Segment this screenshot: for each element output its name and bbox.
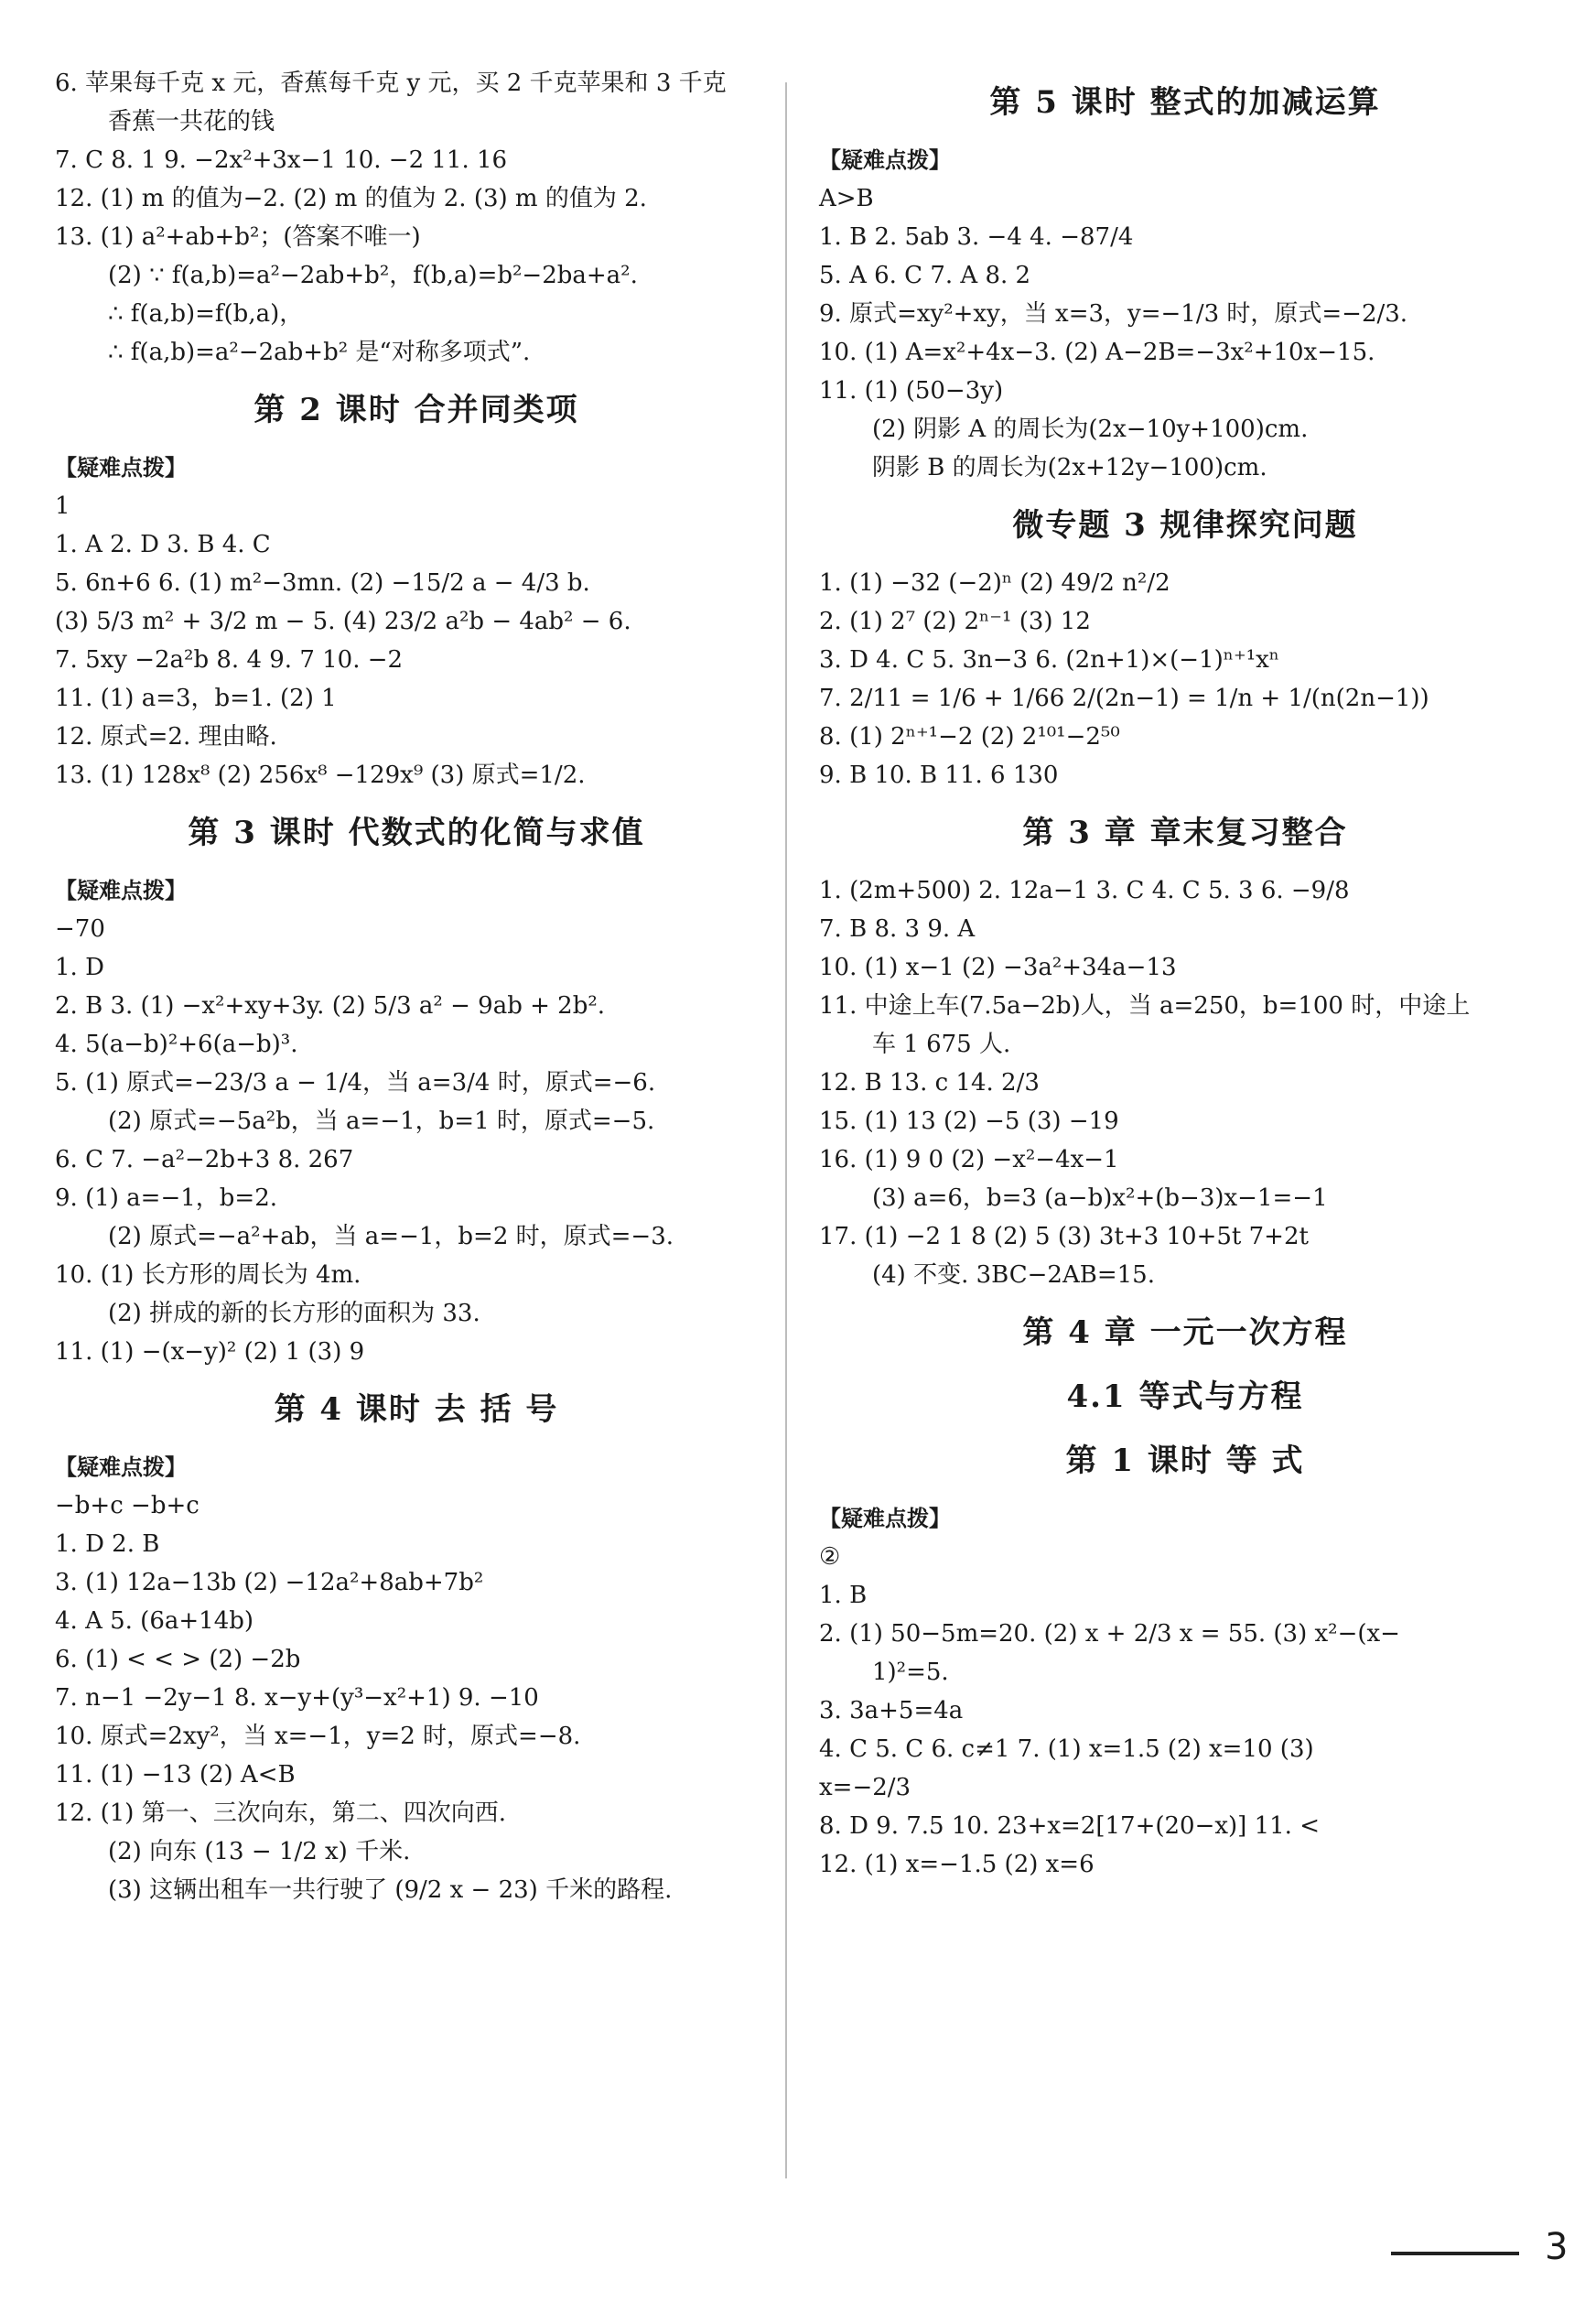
answer-line: 8. D 9. 7.5 10. 23+x=2[17+(20−x)] 11. < <box>819 1812 1320 1840</box>
hint-label: 【疑难点拨】 <box>55 878 187 903</box>
section-heading: 第 4 章 一元一次方程 <box>1022 1314 1348 1351</box>
page-number: 3 <box>1545 2226 1569 2268</box>
answer-line: (3) 5/3 m² + 3/2 m − 5. (4) 23/2 a²b − 4ab² − 6. <box>55 608 631 635</box>
answer-line: 17. (1) −2 1 8 (2) 5 (3) 3t+3 10+5t 7+2t <box>819 1223 1309 1250</box>
answer-line: 1. D 2. B <box>55 1530 160 1558</box>
section-heading: 第 3 课时 代数式的化简与求值 <box>188 815 645 851</box>
answer-line: 1. B <box>819 1582 868 1609</box>
answer-line: 9. 原式=xy²+xy，当 x=3，y=−1/3 时，原式=−2/3. <box>819 300 1408 328</box>
answer-line: 13. (1) a²+ab+b²；(答案不唯一) <box>55 223 421 251</box>
answer-line: 3. 3a+5=4a <box>819 1697 964 1724</box>
section-heading: 第 1 课时 等 式 <box>1065 1443 1305 1479</box>
answer-line: (2) 向东 (13 − 1/2 x) 千米. <box>108 1838 411 1865</box>
answer-line: 11. (1) (50−3y) <box>819 377 1004 405</box>
answer-line: 1. A 2. D 3. B 4. C <box>55 531 271 558</box>
answer-line: 7. n−1 −2y−1 8. x−y+(y³−x²+1) 9. −10 <box>55 1684 539 1712</box>
footer-rule <box>1391 2252 1519 2255</box>
answer-line: 12. (1) 第一、三次向东，第二、四次向西. <box>55 1799 506 1827</box>
answer-line: 6. 苹果每千克 x 元，香蕉每千克 y 元，买 2 千克苹果和 3 千克 <box>55 70 727 97</box>
answer-line: ② <box>819 1543 841 1571</box>
hint-label: 【疑难点拨】 <box>55 1454 187 1480</box>
answer-line: 7. 2/11 = 1/6 + 1/66 2/(2n−1) = 1/n + 1/(n(2n−1)) <box>819 685 1429 712</box>
answer-line: 车 1 675 人. <box>872 1031 1011 1058</box>
section-heading: 第 3 章 章末复习整合 <box>1022 815 1348 851</box>
answer-line: −70 <box>55 915 105 943</box>
answer-line: 6. C 7. −a²−2b+3 8. 267 <box>55 1146 354 1173</box>
answer-line: ∴ f(a,b)=a²−2ab+b² 是“对称多项式”. <box>108 339 531 366</box>
answer-line: 4. C 5. C 6. c≠1 7. (1) x=1.5 (2) x=10 (3) <box>819 1735 1314 1763</box>
section-heading: 第 2 课时 合并同类项 <box>253 392 579 428</box>
answer-line: 11. (1) −(x−y)² (2) 1 (3) 9 <box>55 1338 365 1366</box>
answer-line: 阴影 B 的周长为(2x+12y−100)cm. <box>872 454 1267 481</box>
answer-line: 2. (1) 2⁷ (2) 2ⁿ⁻¹ (3) 12 <box>819 608 1091 635</box>
answer-line: 11. (1) a=3，b=1. (2) 1 <box>55 685 337 712</box>
answer-line: 12. B 13. c 14. 2/3 <box>819 1069 1040 1097</box>
answer-line: 2. (1) 50−5m=20. (2) x + 2/3 x = 55. (3) x²−(x− <box>819 1620 1400 1648</box>
answer-line: 16. (1) 9 0 (2) −x²−4x−1 <box>819 1146 1119 1173</box>
answer-line: 8. (1) 2ⁿ⁺¹−2 (2) 2¹⁰¹−2⁵⁰ <box>819 723 1120 751</box>
answer-line: (2) 原式=−5a²b，当 a=−1，b=1 时，原式=−5. <box>108 1108 655 1135</box>
answer-line: 9. B 10. B 11. 6 130 <box>819 762 1059 789</box>
answer-line: 5. A 6. C 7. A 8. 2 <box>819 262 1031 289</box>
answer-line: 3. (1) 12a−13b (2) −12a²+8ab+7b² <box>55 1569 484 1596</box>
answer-line: 7. C 8. 1 9. −2x²+3x−1 10. −2 11. 16 <box>55 146 508 174</box>
answer-line: 10. (1) x−1 (2) −3a²+34a−13 <box>819 954 1177 981</box>
answer-line: 11. (1) −13 (2) A<B <box>55 1761 296 1789</box>
answer-line: 4. A 5. (6a+14b) <box>55 1607 254 1635</box>
answer-line: −b+c −b+c <box>55 1492 200 1519</box>
answer-line: ∴ f(a,b)=f(b,a)， <box>108 300 304 328</box>
answer-line: 6. (1) < < > (2) −2b <box>55 1646 301 1673</box>
section-heading: 4.1 等式与方程 <box>1066 1378 1304 1415</box>
answer-line: (2) 拼成的新的长方形的面积为 33. <box>108 1300 480 1327</box>
answer-line: 11. 中途上车(7.5a−2b)人，当 a=250，b=100 时，中途上 <box>819 992 1471 1020</box>
answer-line: A>B <box>819 185 874 212</box>
answer-line: 1. B 2. 5ab 3. −4 4. −87/4 <box>819 223 1134 251</box>
answer-line: 1 <box>55 492 70 520</box>
answer-line: 12. (1) m 的值为−2. (2) m 的值为 2. (3) m 的值为 2. <box>55 185 647 212</box>
answer-line: 1. (1) −32 (−2)ⁿ (2) 49/2 n²/2 <box>819 569 1170 597</box>
answer-line: 12. 原式=2. 理由略. <box>55 723 277 751</box>
answer-line: 13. (1) 128x⁸ (2) 256x⁸ −129x⁹ (3) 原式=1/2. <box>55 762 586 789</box>
hint-label: 【疑难点拨】 <box>819 147 951 173</box>
answer-line: 9. (1) a=−1，b=2. <box>55 1184 278 1212</box>
answer-line: (2) ∵ f(a,b)=a²−2ab+b²，f(b,a)=b²−2ba+a². <box>108 262 638 289</box>
answer-line: (2) 原式=−a²+ab，当 a=−1，b=2 时，原式=−3. <box>108 1223 674 1250</box>
answer-line: 10. (1) 长方形的周长为 4m. <box>55 1261 361 1289</box>
answer-line: 7. B 8. 3 9. A <box>819 915 976 943</box>
answer-line: 10. (1) A=x²+4x−3. (2) A−2B=−3x²+10x−15. <box>819 339 1375 366</box>
answer-line: 1. D <box>55 954 104 981</box>
answer-line: 12. (1) x=−1.5 (2) x=6 <box>819 1851 1095 1878</box>
section-heading: 微专题 3 规律探究问题 <box>1012 507 1358 544</box>
answer-line: 10. 原式=2xy²，当 x=−1，y=2 时，原式=−8. <box>55 1723 581 1750</box>
answer-line: 5. (1) 原式=−23/3 a − 1/4，当 a=3/4 时，原式=−6. <box>55 1069 656 1097</box>
answer-line: (2) 阴影 A 的周长为(2x−10y+100)cm. <box>872 416 1309 443</box>
answer-line: 5. 6n+6 6. (1) m²−3mn. (2) −15/2 a − 4/3 b. <box>55 569 590 597</box>
section-heading: 第 4 课时 去 括 号 <box>274 1391 559 1428</box>
answer-line: 15. (1) 13 (2) −5 (3) −19 <box>819 1108 1119 1135</box>
hint-label: 【疑难点拨】 <box>819 1506 951 1531</box>
answer-line: x=−2/3 <box>819 1774 911 1801</box>
answer-line: 4. 5(a−b)²+6(a−b)³. <box>55 1031 298 1058</box>
left-column <box>55 64 778 1909</box>
answer-line: 香蕉一共花的钱 <box>108 108 275 135</box>
answer-line: (3) a=6，b=3 (a−b)x²+(b−3)x−1=−1 <box>872 1184 1328 1212</box>
answer-line: (3) 这辆出租车一共行驶了 (9/2 x − 23) 千米的路程. <box>108 1876 673 1904</box>
answer-line: 1. (2m+500) 2. 12a−1 3. C 4. C 5. 3 6. −9/8 <box>819 877 1350 904</box>
answer-line: 7. 5xy −2a²b 8. 4 9. 7 10. −2 <box>55 646 404 674</box>
hint-label: 【疑难点拨】 <box>55 455 187 481</box>
right-column <box>819 64 1551 1884</box>
answer-line: 1)²=5. <box>872 1659 949 1686</box>
answer-line: (4) 不变. 3BC−2AB=15. <box>872 1261 1155 1289</box>
answer-line: 2. B 3. (1) −x²+xy+3y. (2) 5/3 a² − 9ab + 2b². <box>55 992 606 1020</box>
answer-line: 3. D 4. C 5. 3n−3 6. (2n+1)×(−1)ⁿ⁺¹xⁿ <box>819 646 1280 674</box>
section-heading: 第 5 课时 整式的加减运算 <box>989 84 1381 121</box>
column-divider <box>785 82 787 2178</box>
